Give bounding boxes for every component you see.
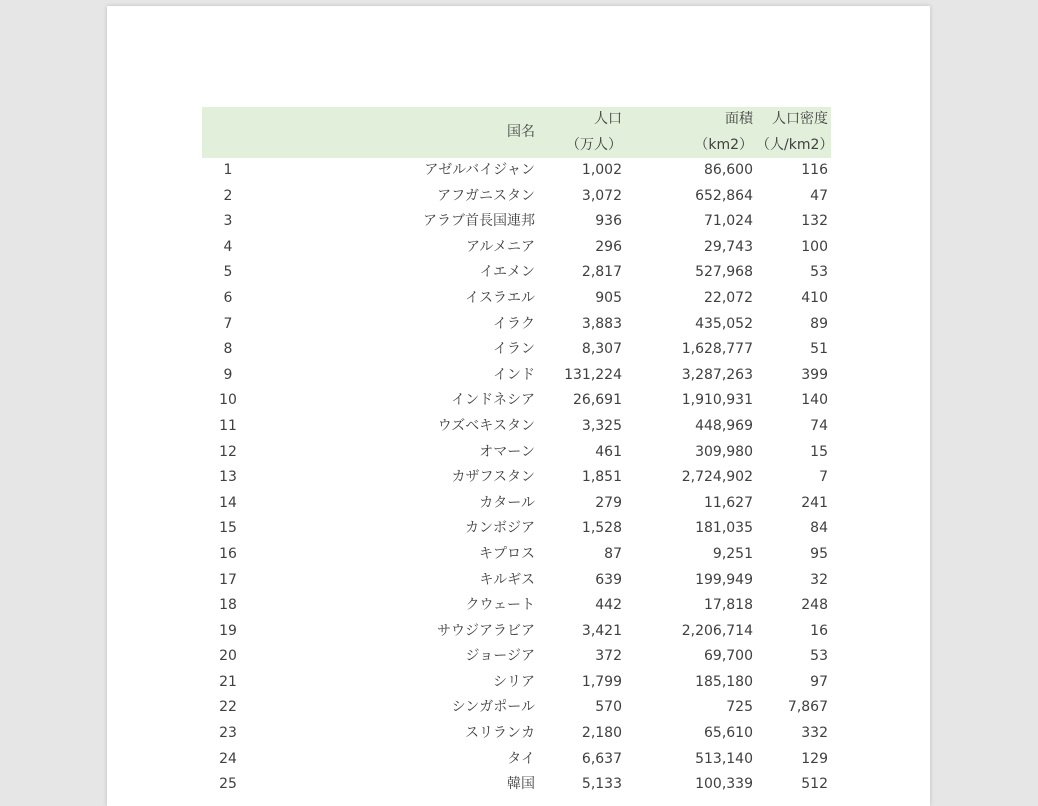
area-cell: 185,180	[695, 673, 753, 690]
table-row	[202, 491, 831, 517]
population-cell: 3,325	[581, 417, 622, 434]
country-name-cell: インド	[493, 366, 535, 383]
area-cell: 2,724,902	[681, 469, 753, 486]
table-row	[202, 772, 831, 798]
density-cell: 7	[819, 469, 828, 486]
area-cell: 11,627	[704, 494, 753, 511]
density-cell: 51	[810, 341, 828, 358]
population-cell: 2,180	[581, 725, 622, 742]
row-number: 16	[219, 545, 237, 562]
table-row	[202, 516, 831, 542]
area-cell: 71,024	[704, 213, 753, 230]
population-cell: 5,133	[581, 776, 622, 793]
row-number: 6	[223, 289, 233, 306]
density-cell: 140	[801, 392, 828, 409]
country-name-cell: ウズベキスタン	[437, 417, 535, 434]
country-name-cell: カザフスタン	[451, 469, 535, 486]
row-number: 9	[223, 366, 233, 383]
table-row	[202, 670, 831, 696]
area-cell: 309,980	[695, 443, 753, 460]
population-cell: 461	[595, 443, 622, 460]
country-name-cell: カタール	[479, 494, 535, 511]
density-cell: 410	[801, 289, 828, 306]
country-name-cell: アルメニア	[465, 238, 535, 255]
table-row	[202, 260, 831, 286]
area-cell: 725	[726, 699, 753, 716]
table-row	[202, 542, 831, 568]
header-density-line2: （人/km2）	[756, 133, 831, 159]
density-cell: 74	[810, 417, 828, 434]
population-cell: 2,817	[581, 264, 622, 281]
table-row	[202, 721, 831, 747]
row-number: 24	[219, 750, 237, 767]
country-name-cell: 韓国	[507, 776, 535, 793]
row-number: 5	[223, 264, 233, 281]
population-cell: 296	[595, 238, 622, 255]
population-cell: 1,002	[581, 162, 622, 178]
population-cell: 279	[595, 494, 622, 511]
table-body	[202, 158, 831, 798]
row-number: 2	[223, 187, 233, 204]
area-cell: 2,206,714	[681, 622, 753, 639]
table-row	[202, 414, 831, 440]
population-cell: 3,072	[581, 187, 622, 204]
table-row	[202, 644, 831, 670]
density-cell: 116	[801, 162, 828, 178]
row-number: 15	[219, 520, 237, 537]
area-cell: 100,339	[695, 776, 753, 793]
country-name-cell: サウジアラビア	[437, 622, 535, 639]
country-name-cell: イラク	[493, 315, 535, 332]
area-cell: 1,910,931	[681, 392, 753, 409]
population-cell: 372	[595, 648, 622, 665]
country-name-cell: アフガニスタン	[437, 187, 535, 204]
density-cell: 84	[810, 520, 828, 537]
row-number: 10	[219, 392, 237, 409]
density-cell: 53	[810, 648, 828, 665]
row-number: 3	[223, 213, 233, 230]
header-row-1	[202, 107, 831, 133]
country-name-cell: イスラエル	[465, 289, 535, 306]
density-cell: 332	[801, 725, 828, 742]
country-name-cell: アラブ首長国連邦	[423, 213, 535, 230]
country-name-cell: アゼルバイジャン	[424, 162, 535, 178]
density-cell: 95	[810, 545, 828, 562]
header-population-line2: （万人）	[538, 133, 625, 159]
country-name-cell: キプロス	[479, 545, 535, 562]
density-cell: 129	[801, 750, 828, 767]
table-row	[202, 695, 831, 721]
country-name-cell: スリランカ	[465, 725, 535, 742]
population-cell: 6,637	[581, 750, 622, 767]
header-density-line1: 人口密度	[756, 107, 831, 133]
country-name-cell: インドネシア	[451, 392, 535, 409]
country-name-cell: ジョージア	[465, 648, 535, 665]
table-row	[202, 619, 831, 645]
print-preview-page	[107, 6, 930, 806]
country-name-cell: オマーン	[479, 443, 535, 460]
area-cell: 448,969	[695, 417, 753, 434]
header-area-line1: 面積	[625, 107, 756, 133]
area-cell: 65,610	[704, 725, 753, 742]
density-cell: 241	[801, 494, 828, 511]
area-cell: 69,700	[704, 648, 753, 665]
population-cell: 570	[595, 699, 622, 716]
area-cell: 181,035	[695, 520, 753, 537]
population-cell: 1,799	[581, 673, 622, 690]
area-cell: 435,052	[695, 315, 753, 332]
table-row	[202, 440, 831, 466]
population-cell: 1,528	[581, 520, 622, 537]
table-row	[202, 209, 831, 235]
population-cell: 3,421	[581, 622, 622, 639]
row-number: 23	[219, 725, 237, 742]
density-cell: 100	[801, 238, 828, 255]
country-name-cell: イラン	[493, 341, 535, 358]
row-number: 7	[223, 315, 233, 332]
header-no-blank	[202, 107, 254, 158]
row-number: 13	[219, 469, 237, 486]
population-cell: 26,691	[573, 392, 622, 409]
row-number: 17	[219, 571, 237, 588]
area-cell: 652,864	[695, 187, 753, 204]
density-cell: 132	[801, 213, 828, 230]
table-header	[202, 107, 834, 158]
table-row	[202, 337, 831, 363]
country-name-cell: タイ	[507, 750, 535, 767]
row-number: 19	[219, 622, 237, 639]
country-name-cell: クウェート	[465, 597, 535, 614]
area-cell: 527,968	[695, 264, 753, 281]
population-cell: 8,307	[581, 341, 622, 358]
table-row	[202, 286, 831, 312]
header-area-line2: （km2）	[625, 133, 756, 159]
table-row	[202, 158, 831, 184]
density-cell: 89	[810, 315, 828, 332]
density-cell: 47	[810, 187, 828, 204]
row-number: 21	[219, 673, 237, 690]
area-cell: 3,287,263	[681, 366, 753, 383]
density-cell: 399	[801, 366, 828, 383]
population-cell: 936	[595, 213, 622, 230]
table-row	[202, 593, 831, 619]
row-number: 8	[223, 341, 233, 358]
population-cell: 131,224	[564, 366, 622, 383]
population-cell: 1,851	[581, 469, 622, 486]
row-number: 11	[219, 417, 237, 434]
row-number: 4	[223, 238, 233, 255]
area-cell: 1,628,777	[681, 341, 753, 358]
density-cell: 97	[810, 673, 828, 690]
table-row	[202, 363, 831, 389]
table-row	[202, 388, 831, 414]
density-cell: 7,867	[787, 699, 828, 716]
area-cell: 22,072	[704, 289, 753, 306]
country-name-cell: シリア	[493, 673, 535, 690]
population-cell: 442	[595, 597, 622, 614]
density-cell: 16	[810, 622, 828, 639]
header-population-line1: 人口	[538, 107, 625, 133]
row-number: 14	[219, 494, 237, 511]
area-cell: 29,743	[704, 238, 753, 255]
table-row	[202, 747, 831, 773]
row-number: 22	[219, 699, 237, 716]
area-cell: 9,251	[712, 545, 753, 562]
table-row	[202, 184, 831, 210]
area-cell: 513,140	[695, 750, 753, 767]
density-cell: 248	[801, 597, 828, 614]
country-name-cell: カンボジア	[465, 520, 535, 537]
table-row	[202, 312, 831, 338]
country-name-cell: シンガポール	[451, 699, 535, 716]
density-cell: 53	[810, 264, 828, 281]
population-cell: 3,883	[581, 315, 622, 332]
row-number: 18	[219, 597, 237, 614]
row-number: 25	[219, 776, 237, 793]
country-name-cell: イエメン	[479, 264, 535, 281]
population-cell: 87	[604, 545, 622, 562]
country-name-cell: キルギス	[479, 571, 535, 588]
area-cell: 86,600	[704, 162, 753, 178]
header-country-name: 国名	[254, 107, 538, 158]
row-number: 20	[219, 648, 237, 665]
density-cell: 15	[810, 443, 828, 460]
area-cell: 17,818	[704, 597, 753, 614]
density-cell: 32	[810, 571, 828, 588]
table-row	[202, 568, 831, 594]
area-cell: 199,949	[695, 571, 753, 588]
table-row	[202, 235, 831, 261]
country-data-table	[202, 107, 834, 798]
population-cell: 639	[595, 571, 622, 588]
population-cell: 905	[595, 289, 622, 306]
row-number: 1	[223, 162, 233, 178]
density-cell: 512	[801, 776, 828, 793]
table-row	[202, 465, 831, 491]
row-number: 12	[219, 443, 237, 460]
